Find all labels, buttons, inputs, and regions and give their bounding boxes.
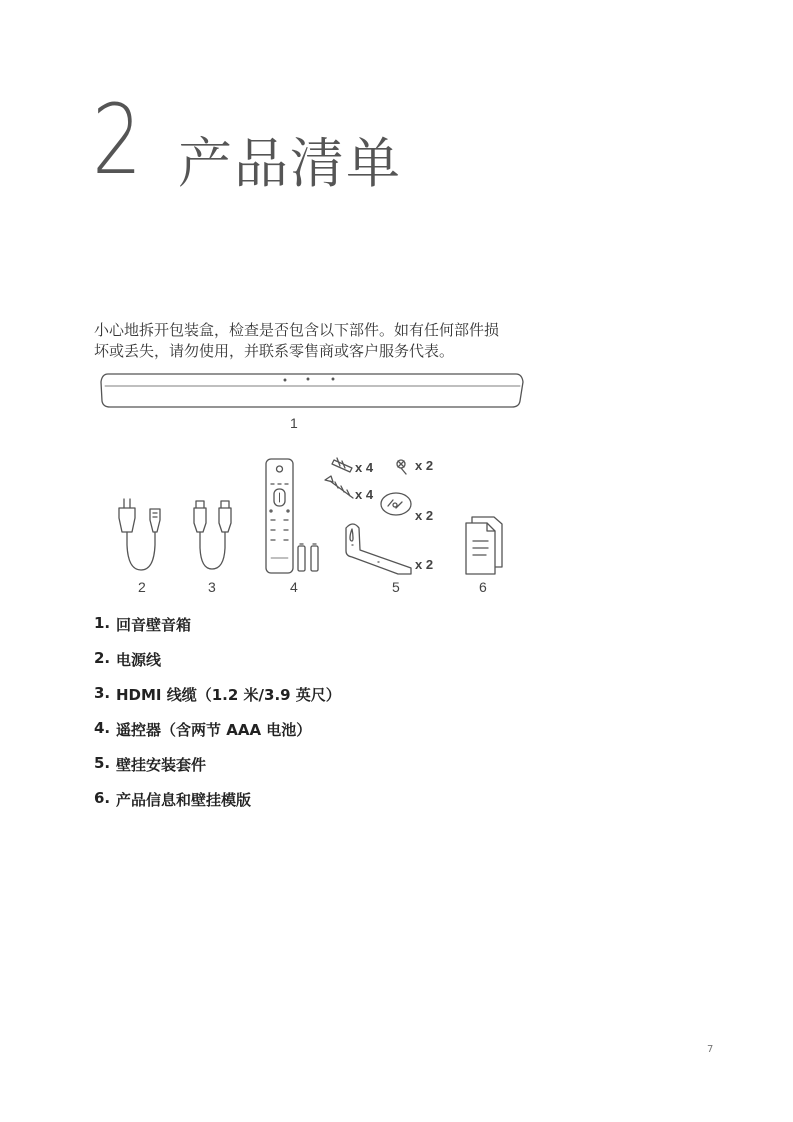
part-number-3: 3: [208, 579, 216, 595]
list-item-number: 4.: [94, 719, 111, 737]
qty-screw-long: x 4: [355, 487, 374, 502]
contents-list: [94, 614, 341, 824]
qty-anchor: x 4: [355, 460, 374, 475]
list-item-label: 遥控器（含两节 AAA 电池）: [116, 721, 312, 739]
qty-screw-short: x 2: [415, 458, 434, 473]
list-item: [94, 649, 341, 684]
part-number-6: 6: [479, 579, 487, 595]
list-item: [94, 719, 341, 754]
qty-washer: x 2: [415, 508, 434, 523]
chapter-title: 产品清单: [178, 132, 402, 195]
list-item-number: 3.: [94, 684, 111, 702]
soundbar-drawing: [101, 374, 523, 407]
part-number-4: 4: [290, 579, 298, 595]
list-item-label: 电源线: [116, 651, 162, 669]
documents-drawing: [466, 517, 502, 574]
list-item-number: 5.: [94, 754, 111, 772]
list-item-label: 壁挂安装套件: [116, 756, 207, 774]
list-item: [94, 789, 341, 824]
wall-mount-drawing: [325, 458, 411, 574]
list-item-number: 2.: [94, 649, 111, 667]
list-item-label: 回音壁音箱: [116, 616, 192, 634]
power-cord-drawing: [119, 499, 160, 570]
part-number-5: 5: [392, 579, 400, 595]
list-item-number: 6.: [94, 789, 111, 807]
list-item: [94, 614, 341, 649]
list-item: [94, 684, 341, 719]
chapter-number: 2: [92, 84, 141, 196]
qty-bracket: x 2: [415, 557, 434, 572]
hdmi-cable-drawing: [194, 501, 231, 569]
list-item-number: 1.: [94, 614, 111, 632]
part-number-1: 1: [290, 415, 298, 431]
page-number: 7: [707, 1044, 714, 1055]
intro-line-1: 小心地拆开包装盒，检查是否包含以下部件。如有任何部件损: [94, 321, 500, 339]
list-item: [94, 754, 341, 789]
list-item-label: 产品信息和壁挂模版: [116, 791, 252, 809]
part-number-2: 2: [138, 579, 146, 595]
remote-drawing: [266, 459, 318, 573]
intro-line-2: 坏或丢失，请勿使用，并联系零售商或客户服务代表。: [94, 342, 455, 360]
list-item-label: HDMI 线缆（1.2 米/3.9 英尺）: [116, 686, 341, 704]
